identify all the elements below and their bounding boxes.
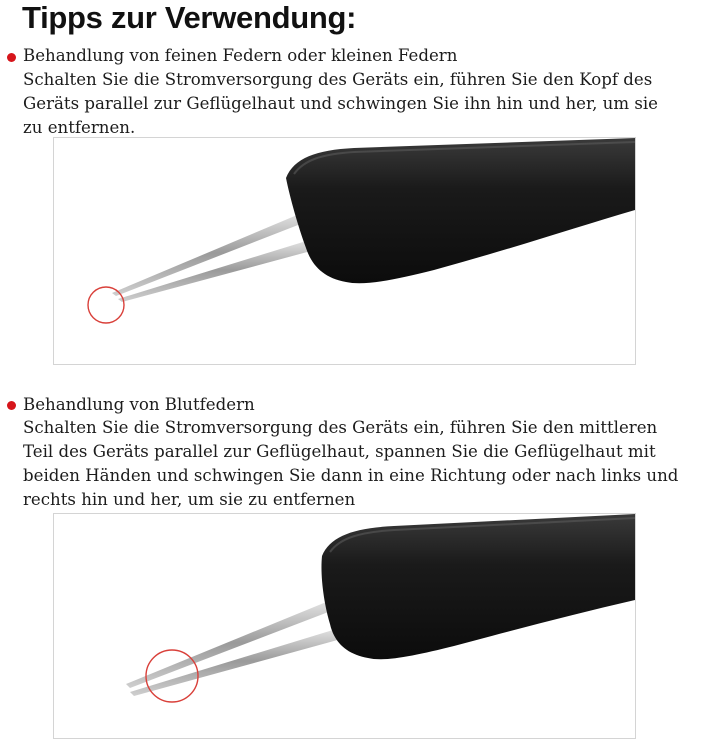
highlight-circle <box>88 287 124 323</box>
device-handle <box>321 514 635 659</box>
body-line: Schalten Sie die Stromversorgung des Geräts ein, führen Sie den Kopf des <box>23 70 653 89</box>
section-heading: Behandlung von feinen Federn oder kleinen Federn <box>23 46 458 65</box>
section-heading: Behandlung von Blutfedern <box>23 395 255 414</box>
product-photo-middle <box>53 513 636 739</box>
tweezers-middle-highlight-icon <box>54 514 635 738</box>
body-line: rechts hin und her, um sie zu entfernen <box>23 490 356 509</box>
body-line: zu entfernen. <box>23 118 136 137</box>
bullet-dot <box>7 401 16 410</box>
device-handle <box>286 138 635 283</box>
tweezers-tip-highlight-icon <box>54 138 635 364</box>
body-line: Geräts parallel zur Geflügelhaut und schwingen Sie ihn hin und her, um sie <box>23 94 658 113</box>
product-photo-tip <box>53 137 636 365</box>
bullet-dot <box>7 53 16 62</box>
section-body <box>23 68 720 140</box>
body-line: beiden Händen und schwingen Sie dann in eine Richtung oder nach links und <box>23 466 679 485</box>
page-title: Tipps zur Verwendung: <box>22 0 357 35</box>
prong-lower <box>130 626 352 696</box>
body-line: Teil des Geräts parallel zur Geflügelhaut, spannen Sie die Geflügelhaut mit <box>23 442 656 461</box>
section-body <box>23 416 720 512</box>
body-line: Schalten Sie die Stromversorgung des Geräts ein, führen Sie den mittleren <box>23 418 658 437</box>
